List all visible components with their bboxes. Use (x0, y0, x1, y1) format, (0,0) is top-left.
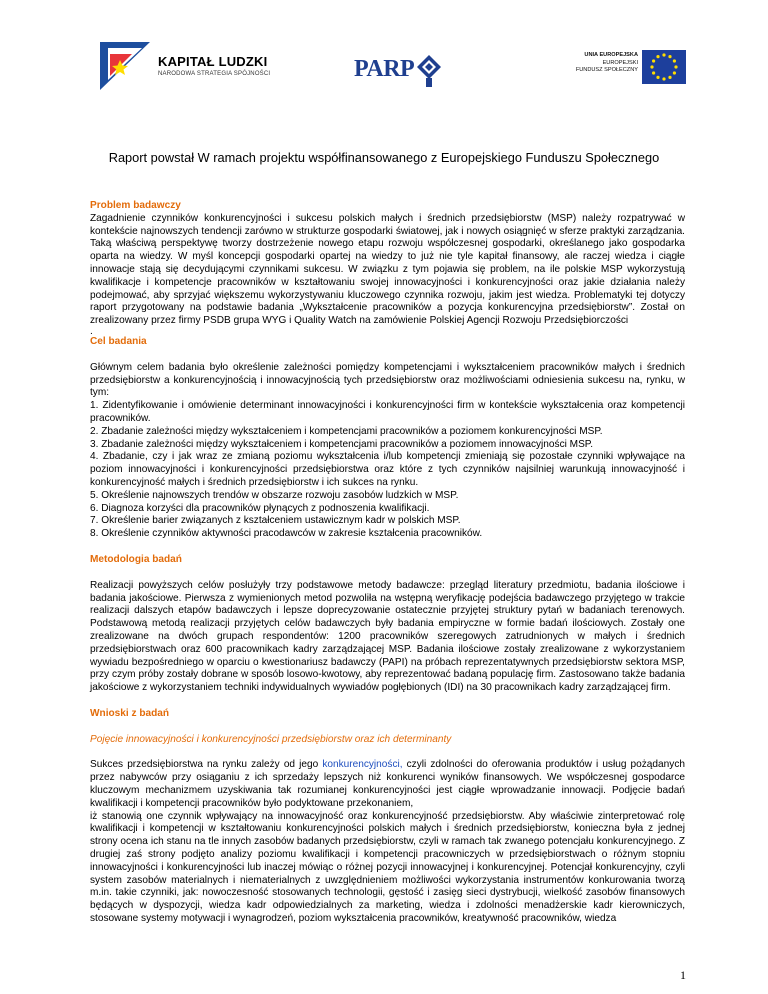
eu-line-2: EUROPEJSKI (602, 59, 638, 66)
cel-intro: Głównym celem badania było określenie zależności pomiędzy kompetencjami i wykształceniem pracowników małych i średnich przedsiębiorstw a konkurencyjnością i innowacyjnością tych przedsiębiorstw oraz możliwościami odniesienia sukcesu na, rynku, w tym: (90, 361, 685, 399)
list-item: 7. Określenie barier związanych z kształceniem ustawicznym kadr w polskich MSP. (90, 515, 461, 527)
list-item: 6. Diagnoza korzyści dla pracowników płynących z podnoszenia kwalifikacji. (90, 502, 430, 514)
parp-text: PARP (354, 56, 415, 82)
document-body (90, 200, 685, 926)
problem-paragraph: Zagadnienie czynników konkurencyjności i sukcesu polskich małych i średnich przedsiębiorstw (MSP) należy rozpatrywać w kontekście najnowszych tendencji zarówno w strukturze gospodarki światowej, jak i nowych osiągnięć w sferze praktyki zarządzania. Taką właściwą perspektywę tworzy dostrzeżenie nowego etapu rozwoju współczesnej gospodarki, określanego jako gospodarka oparta na wiedzy. W myśl koncepcji gospodarki opartej na wiedzy to już nie tyle kapitał finansowy, ale raczej wiedza i ciągłe innowacje stają się decydującymi czynnikami sukcesu. W związku z tym pojawia się problem, na ile polskie MSP wykorzystują kwalifikacje i kompetencje pracowników w kształtowaniu swojej innowacyjności i konkurencyjności oraz jakie działania należy podejmować, aby sprzyjać większemu wykorzystywaniu kluczowego czynnika rozwoju, jakim jest wiedza. Problematyki tej dotyczy raport przygotowany na podstawie badania „Wykształcenie pracowników a pozycja konkurencyjna przedsiębiorstw”. Został on zrealizowany przez firmy PSDB grupa WYG i Quality Watch na zamówienie Polskiej Agencji Rozwoju Przedsiębiorczości (90, 212, 685, 327)
kapital-ludzki-subtitle: NARODOWA STRATEGIA SPÓJNOŚCI (158, 71, 271, 77)
list-item: 5. Określenie najnowszych trendów w obszarze rozwoju zasobów ludzkich w MSP. (90, 489, 459, 501)
list-item: 8. Określenie czynników aktywności pracodawców w zakresie kształcenia pracowników. (90, 528, 483, 540)
eu-text-block (568, 52, 638, 75)
eu-logo (568, 48, 698, 90)
wnioski-paragraph-1 (90, 759, 685, 810)
list-item: 3. Zbadanie zależności między wykształceniem i kompetencjami pracowników a poziomem innowacyjności MSP. (90, 438, 594, 450)
wnioski-p1-before: Sukces przedsiębiorstwa na rynku zależy od jego (90, 759, 323, 771)
parp-emblem-icon (416, 54, 442, 88)
kapital-ludzki-emblem-icon (98, 40, 154, 92)
wnioski-paragraph-2: iż stanowią one czynnik wpływający na innowacyjność oraz konkurencyjność przedsiębiorstw. Aby właściwie zinterpretować rolę kwalifikacji i kompetencji w kształtowaniu konkurencyjności polskich małych i średnich przedsiębiorstw, konieczna była z jednej strony ocena ich stanu na tle innych zasobów badanych przedsiębiorstw, czyli w ramach tak zwanego potencjału konkurencyjnego. Z drugiej zaś strony podjęto analizy poziomu kwalifikacji i kompetencji pracowniczych w przedsiębiorstwach o różnym stopniu innowacyjności i konkurencyjności lub inaczej mówiąc o różnej pozycji innowacyjnej i konkurencyjnej. Potencjał konkurencyjny, czyli system zasobów materialnych i niematerialnych z uwzględnieniem możliwości wykorzystania instrumentów konkurowania tworzą m.in. takie czynniki, jak: nowoczesność stosowanych technologii, gęstość i zasięg sieci dystrybucji, wielkość zasobów finansowych będących w dyspozycji, wiedza kadr odpowiedzialnych za marketing, wiedza i zdolności menadżerskie kadr kierowniczych, stosowane systemy motywacji i wynagrodzeń, poziom wykształcenia pracowników, kreatywność pracowników, wiedza (90, 810, 685, 925)
eu-stars-icon (642, 50, 686, 84)
metodologia-paragraph: Realizacji powyższych celów posłużyły trzy podstawowe metody badawcze: przegląd literatury przedmiotu, badania ilościowe i badania jakościowe. Pierwsza z wymienionych metod pozwoliła na wstępną weryfikację podejścia badawczego przyjętego w trakcie realizacji dalszych etapów badawczych i lepsze doprecyzowanie ostatecznie przyjętej struktury pytań w badaniach terenowych. Podstawową metodą realizacji przyjętych celów badawczych były badania empiryczne w formie badań ilościowych. Zostały one zrealizowane na dwóch grupach respondentów: 1200 pracowników szeregowych zatrudnionych w małych i średnich przedsiębiorstwach oraz 600 pracownikach kadry zarządzającej MSP. Badania ilościowe zostały zrealizowane z wykorzystaniem wywiadu bezpośredniego w oparciu o kwestionariusz badawczy (PAPI) na próbach reprezentatywnych przedsiębiorstw sektora MSP, przy czym próby zostały dobrane w sposób losowo-kwotowy, aby reprezentować badaną populację firm. Zastosowano także badania jakościowe z wykorzystaniem techniki indywidualnych wywiadów pogłębionych (IDI) na 30 pracownikach kadry zarządzającej firm. (90, 579, 685, 694)
heading-cel: Cel badania (90, 335, 147, 347)
wnioski-p1-after: czyli zdolności do oferowania produktów i usług pożądanych przez nabywców przy osiąganiu z ich sprzedaży lepszych niż konkurenci wyników finansowych. We współczesnej gospodarce kluczowym mechanizmem uzyskiwania tak rozumianej konkurencyjności jest ciągłe wprowadzanie innowacji. Podjęcie badań kwalifikacji i kompetencji pracowników było podyktowane przekonaniem, (90, 759, 685, 809)
heading-wnioski: Wnioski z badań (90, 707, 170, 719)
kapital-ludzki-logo (98, 40, 271, 92)
cel-list (90, 400, 685, 541)
kapital-ludzki-title: KAPITAŁ LUDZKI (158, 54, 268, 69)
list-item: 2. Zbadanie zależności między wykształceniem i kompetencjami pracowników a poziomem konkurencyjności MSP. (90, 425, 603, 437)
stray-dot: . (90, 325, 93, 337)
heading-problem: Problem badawczy (90, 200, 181, 211)
report-title: Raport powstał W ramach projektu współfinansowanego z Europejskiego Funduszu Społecznego (108, 150, 660, 165)
konkurencyjnosci-link[interactable]: konkurencyjności, (322, 759, 403, 771)
eu-line-3: FUNDUSZ SPOŁECZNY (575, 67, 638, 74)
list-item: 1. Zidentyfikowanie i omówienie determinant innowacyjności i konkurencyjności firm w kontekście wykształcenia oraz kompetencji pracowników. (90, 400, 685, 424)
page-header (0, 0, 768, 110)
page-number: 1 (680, 968, 686, 982)
subheading-wnioski: Pojęcie innowacyjności i konkurencyjności przedsiębiorstw oraz ich determinanty (90, 733, 452, 745)
eu-line-1: UNIA EUROPEJSKA (584, 52, 638, 58)
heading-metodologia: Metodologia badań (90, 553, 182, 565)
eu-flag-icon (642, 50, 686, 84)
parp-logo (354, 50, 438, 90)
list-item: 4. Zbadanie, czy i jak wraz ze zmianą poziomu wykształcenia i/lub kompetencji zmieniają się pozostałe czynniki wpływające na poziom innowacyjności i konkurencyjności przedsiębiorstwa oraz które z tych czynników najsilniej warunkują innowacyjność i konkurencyjność małych i średnich przedsiębiorstw i ich sukces na rynku. (90, 451, 685, 488)
